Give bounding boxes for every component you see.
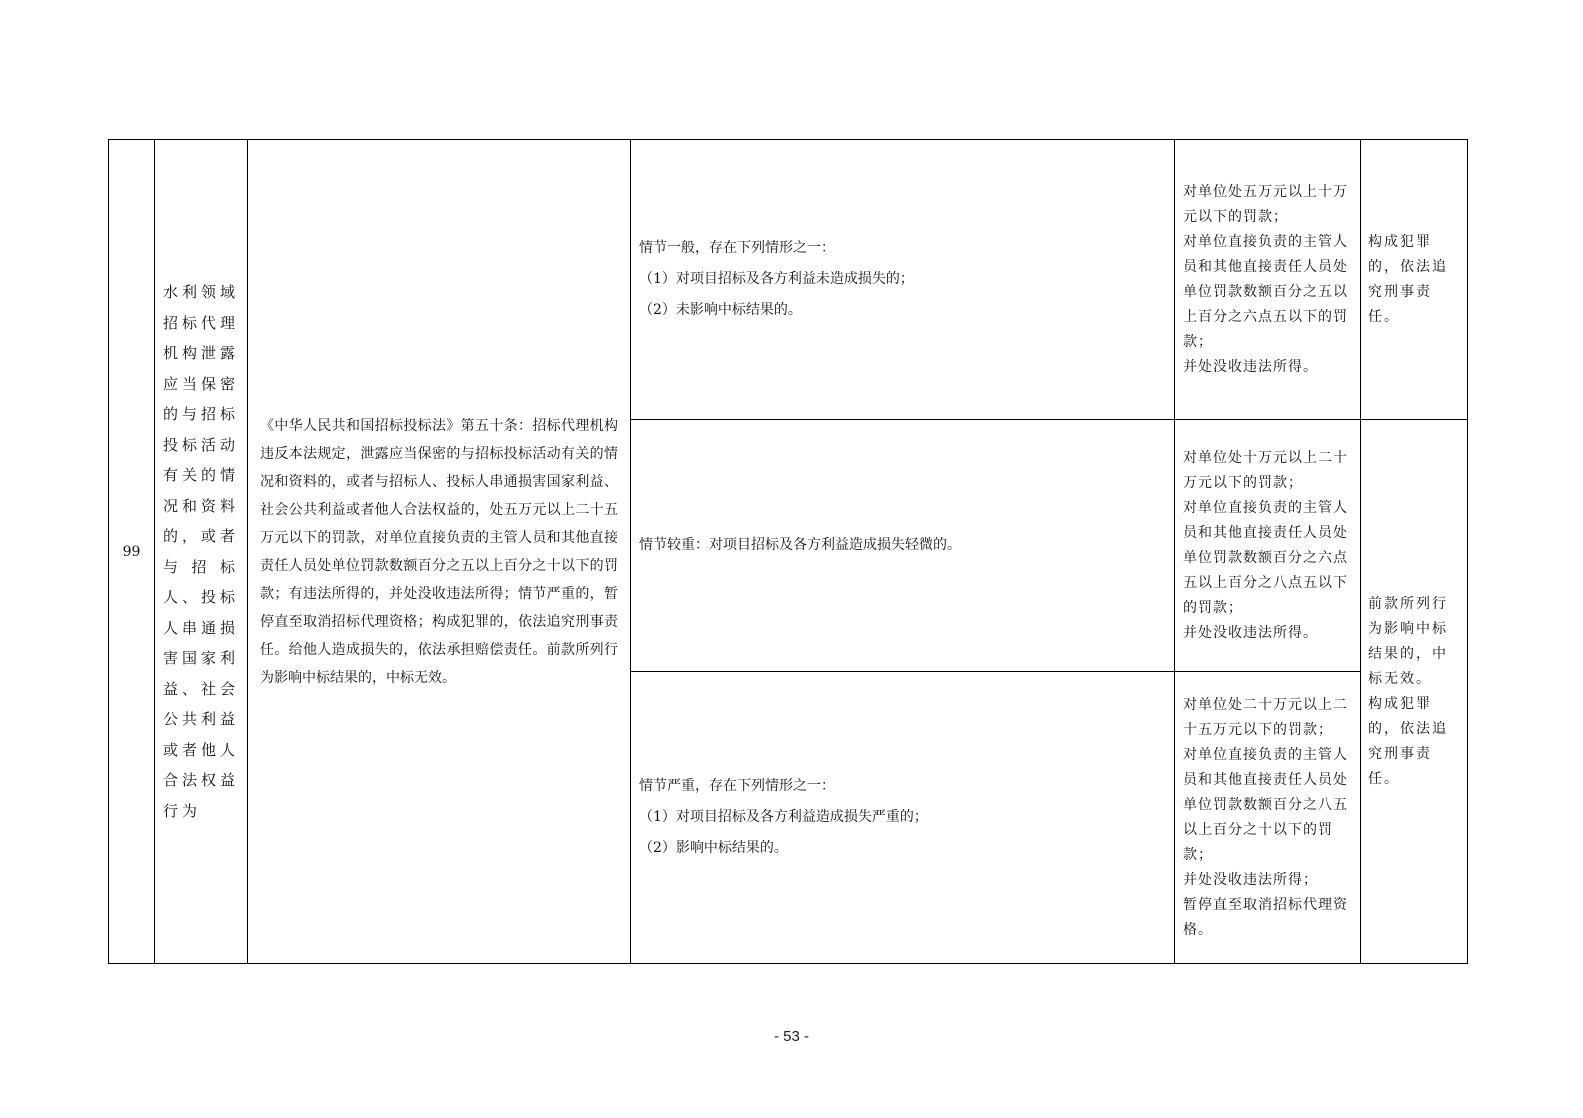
other-line: 前款所列行为影响中标结果的，中标无效。: [1368, 595, 1448, 687]
standard-line: 对单位处五万元以上十万元以下的罚款；: [1183, 183, 1348, 225]
circumstance-line: （2）影响中标结果的。: [639, 840, 788, 856]
standard-line: 对单位处十万元以上二十万元以下的罚款；: [1183, 449, 1348, 491]
row-number-cell: [109, 140, 155, 964]
penalty-table: [108, 139, 1468, 964]
standard-line: 对单位直接负责的主管人员和其他直接责任人员处单位罚款数额百分之五以上百分之六点五以下的罚款；: [1183, 233, 1348, 350]
circumstance-line: 情节一般，存在下列情形之一：: [639, 240, 835, 256]
standard-line: 并处没收违法所得。: [1183, 358, 1318, 375]
legal-basis-cell: [248, 140, 631, 964]
legal-basis-text: 《中华人民共和国招标投标法》第五十条：招标代理机构违反本法规定，泄露应当保密的与招标投标活动有关的情况和资料的，或者与招标人、投标人串通损害国家利益、社会公共利益或者他人合法权益的，处五万元以上二十五万元以下的罚款，对单位直接负责的主管人员和其他直接责任人员处单位罚款数额百分之五以上百分之十以下的罚款；有违法所得的，并处没收违法所得；情节严重的，暂停直至取消招标代理资格；构成犯罪的，依法追究刑事责任。给他人造成损失的，依法承担赔偿责任。前款所列行为影响中标结果的，中标无效。: [260, 417, 618, 686]
circumstance-line: （1）对项目招标及各方利益造成损失严重的；: [639, 809, 928, 825]
page-number: - 53 -: [773, 1028, 809, 1045]
circumstance-cell-general: [631, 140, 1175, 420]
violation-cell: [155, 140, 248, 964]
circumstance-line: 情节较重：对项目招标及各方利益造成损失轻微的。: [639, 537, 961, 553]
violation-text: 水利领域招标代理机构泄露应当保密的与招标投标活动有关的情况和资料的，或者与招标人、投标人串通损害国家利益、社会公共利益或者他人合法权益行为: [163, 283, 240, 820]
circumstance-line: 情节严重，存在下列情形之一：: [639, 778, 835, 794]
other-cell-general: [1361, 140, 1468, 420]
circumstance-cell-severe: [631, 672, 1175, 964]
standard-line: 对单位直接负责的主管人员和其他直接责任人员处单位罚款数额百分之八五以上百分之十以下的罚款；: [1183, 746, 1348, 863]
penalty-standard-cell-severe: [1175, 672, 1361, 964]
circumstance-line: （2）未影响中标结果的。: [639, 302, 802, 318]
standard-line: 并处没收违法所得；: [1183, 871, 1318, 888]
other-line: 构成犯罪的，依法追究刑事责任。: [1368, 233, 1448, 325]
standard-line: 对单位处二十万元以上二十五万元以下的罚款；: [1183, 696, 1348, 738]
standard-line: 对单位直接负责的主管人员和其他直接责任人员处单位罚款数额百分之六点五以上百分之八点五以下的罚款；: [1183, 499, 1348, 616]
circumstance-line: （1）对项目招标及各方利益未造成损失的；: [639, 271, 914, 287]
standard-line: 并处没收违法所得。: [1183, 624, 1318, 641]
row-number: 99: [122, 543, 141, 560]
other-line: 构成犯罪的，依法追究刑事责任。: [1368, 695, 1448, 787]
circumstance-cell-serious: [631, 420, 1175, 672]
penalty-standard-cell-serious: [1175, 420, 1361, 672]
table-row: [109, 140, 1468, 420]
other-cell-merged: [1361, 420, 1468, 964]
standard-line: 暂停直至取消招标代理资格。: [1183, 896, 1348, 938]
penalty-standard-cell-general: [1175, 140, 1361, 420]
